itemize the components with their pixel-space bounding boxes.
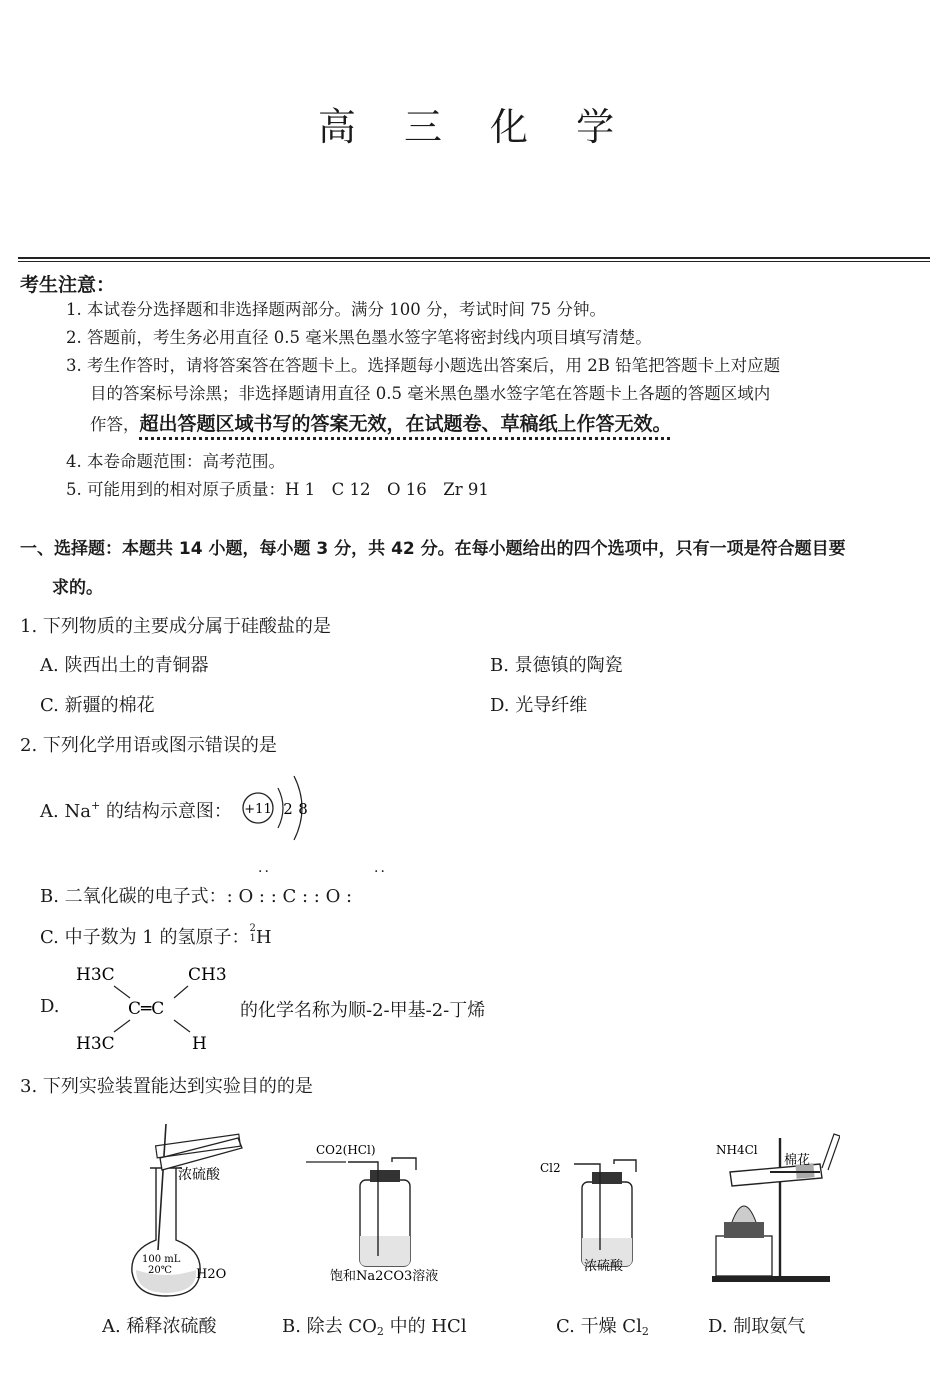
q3-option-a: A. 稀释浓硫酸 xyxy=(102,1316,217,1337)
q3-apparatus-figures xyxy=(120,1110,840,1300)
figure-c-label-acid: 浓硫酸 xyxy=(584,1259,624,1274)
page-title: 高 三 化 学 xyxy=(317,105,633,149)
q2-option-d-text: 的化学名称为顺-2-甲基-2-丁烯 xyxy=(240,1000,486,1021)
figure-a-label-volume: 100 mL xyxy=(142,1254,181,1265)
figure-b-gas-washing-bottle xyxy=(306,1143,438,1284)
q2-option-c xyxy=(40,923,272,949)
figure-a-dilution xyxy=(132,1124,242,1296)
figure-b-label-gas: CO2(HCl) xyxy=(316,1143,376,1157)
figure-d-ammonia-setup xyxy=(712,1134,840,1282)
notice-item-2: 2. 答题前，考生务必用直径 0.5 毫米黑色墨水签字笔将密封线内项目填写清楚。 xyxy=(66,328,652,347)
q2-stem: 2. 下列化学用语或图示错误的是 xyxy=(20,735,277,756)
q2-option-b xyxy=(40,882,352,908)
q3-c-sub: 2 xyxy=(641,1325,649,1338)
figure-a-label-water: H2O xyxy=(196,1267,227,1282)
q3-option-c xyxy=(556,1312,649,1338)
q1-stem: 1. 下列物质的主要成分属于硅酸盐的是 xyxy=(20,616,331,637)
atomic-number: 1 xyxy=(249,933,256,944)
q1-option-d: D. 光导纤维 xyxy=(490,695,588,716)
notice-item-1: 1. 本试卷分选择题和非选择题两部分。满分 100 分，考试时间 75 分钟。 xyxy=(66,300,606,319)
q1-option-c: C. 新疆的棉花 xyxy=(40,695,155,716)
sodium-ion-structure-diagram xyxy=(236,770,316,842)
header-rule-thick xyxy=(18,257,930,259)
header-rule-thin xyxy=(18,261,930,262)
shell-2-electrons: 8 xyxy=(298,800,308,818)
notice-emphasis: 超出答题区域书写的答案无效，在试题卷、草稿纸上作答无效。 xyxy=(139,413,672,435)
q2-a-charge: + xyxy=(90,799,101,812)
isotope-symbol: H xyxy=(255,927,272,948)
q2-b-pre: B. 二氧化碳的电子式： xyxy=(40,886,227,907)
figure-d-label-salt: NH4Cl xyxy=(716,1143,758,1157)
q3-b-sub: 2 xyxy=(376,1325,384,1338)
o-lone-pair-dots-2: ·· xyxy=(374,864,387,880)
notice-item-4: 4. 本卷命题范围：高考范围。 xyxy=(66,452,285,471)
shell-1-electrons: 2 xyxy=(283,800,293,818)
q3-b-post: 中的 HCl xyxy=(383,1316,467,1337)
q3-option-d: D. 制取氨气 xyxy=(708,1316,806,1337)
q3-b-pre: B. 除去 CO xyxy=(282,1316,377,1337)
substituent-bottom-right: H xyxy=(192,1034,207,1054)
q2-b-formula: : O : : C : : O : xyxy=(226,886,353,907)
q1-option-a: A. 陕西出土的青铜器 xyxy=(40,655,209,676)
q2-option-a xyxy=(40,797,232,823)
section-heading-cont: 求的。 xyxy=(52,578,103,598)
notice-heading: 考生注意： xyxy=(20,274,116,296)
nucleus-charge: +11 xyxy=(244,802,272,817)
q3-stem: 3. 下列实验装置能达到实验目的的是 xyxy=(20,1076,313,1097)
figure-c-drying-bottle xyxy=(540,1160,636,1274)
figure-a-label-acid: 浓硫酸 xyxy=(178,1167,220,1183)
q2-option-d-label: D. xyxy=(40,996,60,1017)
q3-c-pre: C. 干燥 Cl xyxy=(556,1316,642,1337)
figure-d-label-cotton: 棉花 xyxy=(784,1153,811,1168)
figure-a-label-temp: 20℃ xyxy=(148,1265,172,1276)
alkene-structure-diagram xyxy=(66,958,236,1058)
notice-item-3-cont2 xyxy=(90,410,932,439)
q2-a-pre: A. Na xyxy=(40,801,91,822)
figure-c-label-gas: Cl2 xyxy=(540,1161,561,1175)
notice-item-3: 3. 考生作答时，请将答案答在答题卡上。选择题每小题选出答案后，用 2B 铅笔把答题卡上对应题 xyxy=(66,356,781,375)
substituent-top-right: CH3 xyxy=(188,965,227,985)
substituent-bottom-left: H3C xyxy=(76,1034,115,1054)
notice-item-3-cont2-lead: 作答， xyxy=(90,415,140,434)
o-lone-pair-dots-1: ·· xyxy=(258,864,271,880)
q2-a-post: 的结构示意图： xyxy=(100,801,232,822)
substituent-top-left: H3C xyxy=(76,965,115,985)
mass-number: 2 xyxy=(249,923,256,934)
notice-item-5: 5. 可能用到的相对原子质量：H 1 C 12 O 16 Zr 91 xyxy=(66,480,489,499)
double-bond-core: C═C xyxy=(128,999,165,1019)
notice-item-3-cont: 目的答案标号涂黑；非选择题请用直径 0.5 毫米黑色墨水签字笔在答题卡上各题的答题区域内 xyxy=(90,384,771,403)
q1-option-b: B. 景德镇的陶瓷 xyxy=(490,655,623,676)
q2-c-pre: C. 中子数为 1 的氢原子： xyxy=(40,927,250,948)
q3-option-b xyxy=(282,1312,467,1338)
section-heading: 一、选择题：本题共 14 小题，每小题 3 分，共 42 分。在每小题给出的四个选项中，只有一项是符合题目要 xyxy=(20,539,846,559)
figure-b-label-solution: 饱和Na2CO3溶液 xyxy=(330,1269,439,1284)
